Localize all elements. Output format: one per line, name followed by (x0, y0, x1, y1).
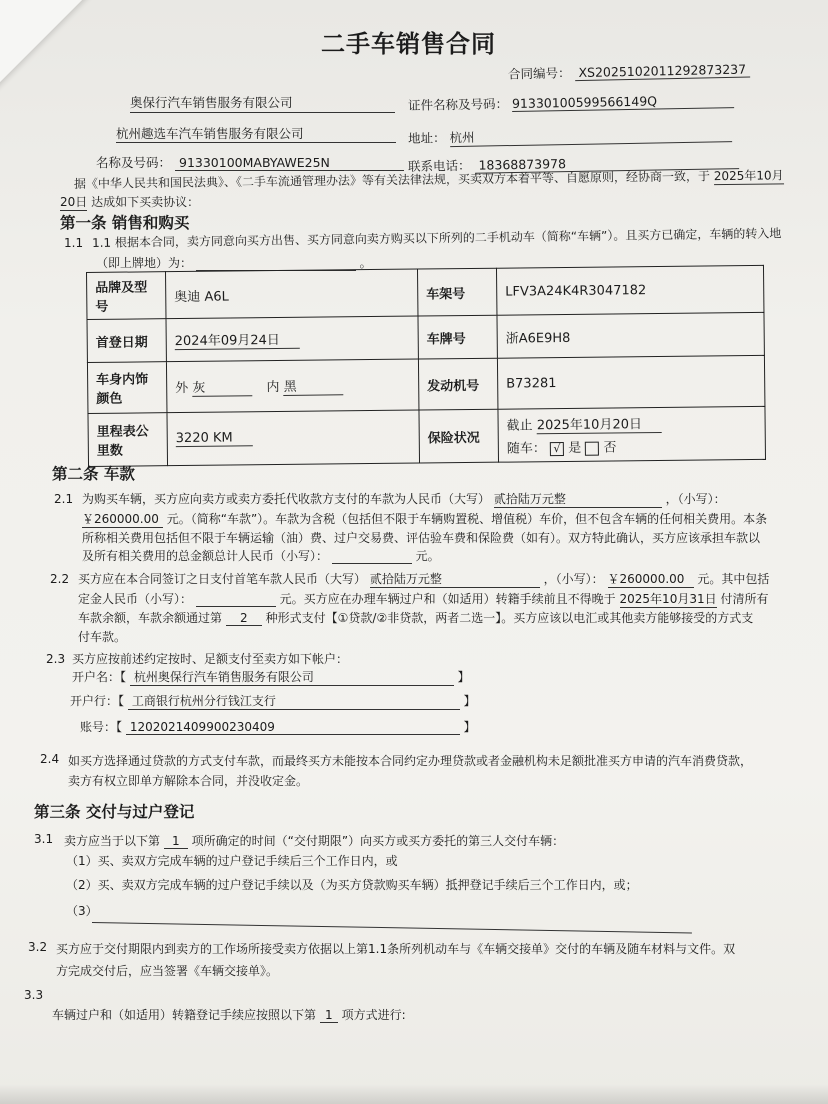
engine-label: 发动机号 (418, 358, 498, 410)
vehicle-info-table (86, 265, 766, 467)
buyer-address-value: 杭州 (449, 123, 731, 147)
clause-2-2-line-1: 买方应在本合同签订之日支付首笔车款人民币（大写） 贰拾陆万元整 ，（小写）： ￥260000.00 元。其中包括 (78, 572, 770, 586)
delivery-choice: 1 (164, 834, 188, 849)
color-label: 车身内饰颜色 (87, 362, 167, 414)
amount-figure-1: ￥260000.00 (82, 510, 163, 528)
engine-value: B73281 (497, 355, 765, 409)
contract-number-value: XS2025102011292873237 (574, 61, 750, 81)
clause-2-1-line-2: ￥260000.00 元。（简称“车款”）。车款为含税（包括但不限于车辆购置税、增值税）车价，但不包含车辆的任何相关费用。本条 (82, 512, 768, 526)
checkbox-no[interactable] (585, 441, 599, 455)
clause-3-1-option-2: （2）买、卖双方完成车辆的过户登记手续以及（为买方贷款购买车辆）抵押登记手续后三个工作日内，或； (66, 878, 638, 892)
amount-words-1: 贰拾陆万元整 (494, 490, 662, 508)
clause-2-1-line-4: 及所有相关费用的总金额总计人民币（小写）： 元。 (82, 549, 440, 563)
mileage-cell (167, 410, 420, 466)
plate-value: 浙A6E9H8 (497, 312, 764, 358)
clause-3-2-line-1: 买方应于交付期限内到卖方的工作场所接受卖方依据以上第1.1条所列机动车与《车辆交接单》交付的车辆及随车材料与文件。双 (56, 942, 736, 956)
clause-2-2-line-3: 车款余额，车款余额通过第 2 种形式支付【①贷款/②非贷款，两者二选一】。买方应该以电汇或其他卖方能够接受的方式支 (78, 611, 754, 625)
seller-cert-value: 91330100599566149Q (512, 92, 734, 112)
clause-3-1-line-1: 卖方应当于以下第 1 项所确定的时间（“交付期限”）向买方或买方委托的第三人交付车辆： (64, 834, 565, 848)
clause-3-1-option-3: （3） (66, 904, 98, 918)
mileage-label: 里程表公里数 (88, 413, 168, 467)
transfer-choice: 1 (320, 1008, 338, 1023)
payment-deadline: 2025年10月31日 (619, 592, 717, 606)
clause-3-3-line-1: 车辆过户和（如适用）转籍登记手续应按照以下第 1 项方式进行: (52, 1008, 406, 1022)
buyer-cert-label: 名称及号码： (96, 155, 172, 170)
seller-name-value: 奥保行汽车销售服务有限公司 (130, 95, 293, 110)
clause-2-3-number: 2.3 (46, 652, 66, 666)
clause-3-2-number: 3.2 (28, 940, 48, 954)
vin-value: LFV3A24K4R3047182 (496, 265, 763, 315)
account-number: 1202021409900230409 (126, 720, 460, 735)
account-bank-row: 开户行：【 工商银行杭州分行钱江支行 】 (70, 694, 476, 708)
insurance-cell: 截止 2025年10月20日 随车： √ 是 否 (498, 406, 766, 462)
clause-1-1-text-2: （即上牌地）为： 。 (96, 256, 372, 270)
contract-number (508, 59, 750, 82)
clause-2-1-line-1: 为购买车辆，买方应向卖方或卖方委托代收款方支付的车款为人民币（大写） 贰拾陆万元整 ，（小写）： (82, 492, 726, 506)
document-title: 二手车销售合同 (321, 30, 496, 58)
table-row (87, 265, 764, 319)
table-row (88, 406, 766, 466)
article-3-heading: 第三条 交付与过户登记 (34, 803, 195, 821)
seller-cert (408, 90, 734, 114)
intro-date-day: 20日 (60, 195, 88, 209)
account-bank: 工商银行杭州分行钱江支行 (128, 692, 460, 710)
amount-figure-2: ￥260000.00 (608, 570, 694, 588)
clause-2-2-line-4: 付车款。 (78, 630, 127, 644)
buyer-phone-label: 联系电话： (407, 157, 471, 174)
clause-3-2-line-2: 方完成交付后，应当签署《车辆交接单》。 (56, 964, 279, 978)
payment-option: 2 (226, 611, 262, 626)
intro-line-1: 据《中华人民共和国民法典》、《二手车流通管理办法》等有关法律法规，买卖双方本着平等、自愿原则，经协商一致，于 2025年10月 (73, 168, 784, 191)
table-row (87, 355, 764, 413)
article-2-heading: 第二条 车款 (52, 465, 135, 483)
buyer-name-value: 杭州趣选车汽车销售服务有限公司 (116, 126, 304, 141)
brand-value: 奥迪 A6L (166, 269, 418, 319)
clause-3-1-option-1: （1）买、卖双方完成车辆的过户登记手续后三个工作日内，或 (66, 854, 398, 868)
buyer-address (408, 123, 732, 148)
color-cell: 外 灰 内 黑 (166, 359, 419, 413)
clause-2-1-number: 2.1 (54, 492, 74, 506)
intro-line-2: 20日 达成如下买卖协议： (60, 195, 200, 209)
clause-2-3-line-1: 买方应按前述约定按时、足额支付至卖方如下帐户： (72, 652, 349, 666)
exterior-color: 灰 (192, 376, 252, 397)
amount-words-2: 贰拾陆万元整 (370, 570, 540, 588)
clause-1-1-text-1: 1.1 根据本合同，卖方同意向买方出售、买方同意向卖方购买以下所列的二手机动车（简称“车辆”）。且买方已确定，车辆的转入地 (91, 226, 782, 250)
seller-cert-label: 证件名称及号码： (407, 96, 509, 113)
buyer-cert-value: 91330100MABYAWE25N (175, 155, 404, 171)
reg-date-value: 2024年09月24日 (175, 329, 300, 350)
reg-date-label: 首登日期 (87, 319, 166, 363)
insurance-until: 2025年10月20日 (537, 413, 662, 434)
buyer-cert (96, 153, 404, 171)
clause-3-3-number: 3.3 (24, 988, 44, 1002)
clause-1-1-number: 1.1 (64, 236, 84, 250)
account-name: 杭州奥保行汽车销售服务有限公司 (130, 668, 454, 686)
clause-3-1-number: 3.1 (34, 832, 54, 846)
account-number-row: 账号：【 1202021409900230409 】 (80, 720, 476, 734)
clause-2-2-line-2: 定金人民币（小写）： 元。买方应在办理车辆过户和（如适用）转籍手续前且不得晚于 2025年10月31日 付清所有 (78, 592, 769, 606)
clause-2-2-number: 2.2 (50, 572, 70, 586)
clause-2-4-line-2: 卖方有权立即单方解除本合同，并没收定金。 (68, 774, 309, 788)
buyer-phone-value: 18368873978 (474, 153, 738, 174)
vin-label: 车架号 (417, 268, 496, 316)
interior-color: 黑 (284, 375, 344, 396)
intro-date: 2025年10月 (713, 168, 784, 184)
checkbox-yes[interactable]: √ (550, 442, 564, 456)
page-shadow (0, 1084, 828, 1104)
article-1-heading: 第一条 销售和购买 (60, 214, 190, 232)
clause-2-4-line-1: 如买方选择通过贷款的方式支付车款，而最终买方未能按本合同约定办理贷款或者金融机构未足额批准买方申请的汽车消费贷款， (68, 754, 753, 768)
table-row (87, 312, 764, 362)
insurance-label: 保险状况 (419, 409, 499, 463)
plate-label: 车牌号 (418, 315, 497, 359)
brand-label: 品牌及型号 (87, 272, 166, 320)
reg-date-cell (166, 316, 418, 362)
buyer-address-label: 地址： (407, 130, 446, 146)
contract-number-label: 合同编号： (507, 65, 571, 82)
clause-2-1-line-3: 所称相关费用包括但不限于车辆运输（油）费、过户交易费、评估验车费和保险费（如有）。双方特此确认，买方应该承担车款以 (82, 531, 761, 545)
account-name-row: 开户名：【 杭州奥保行汽车销售服务有限公司 】 (72, 670, 470, 684)
mileage-value: 3220 KM (176, 430, 253, 447)
clause-2-4-number: 2.4 (40, 752, 60, 766)
